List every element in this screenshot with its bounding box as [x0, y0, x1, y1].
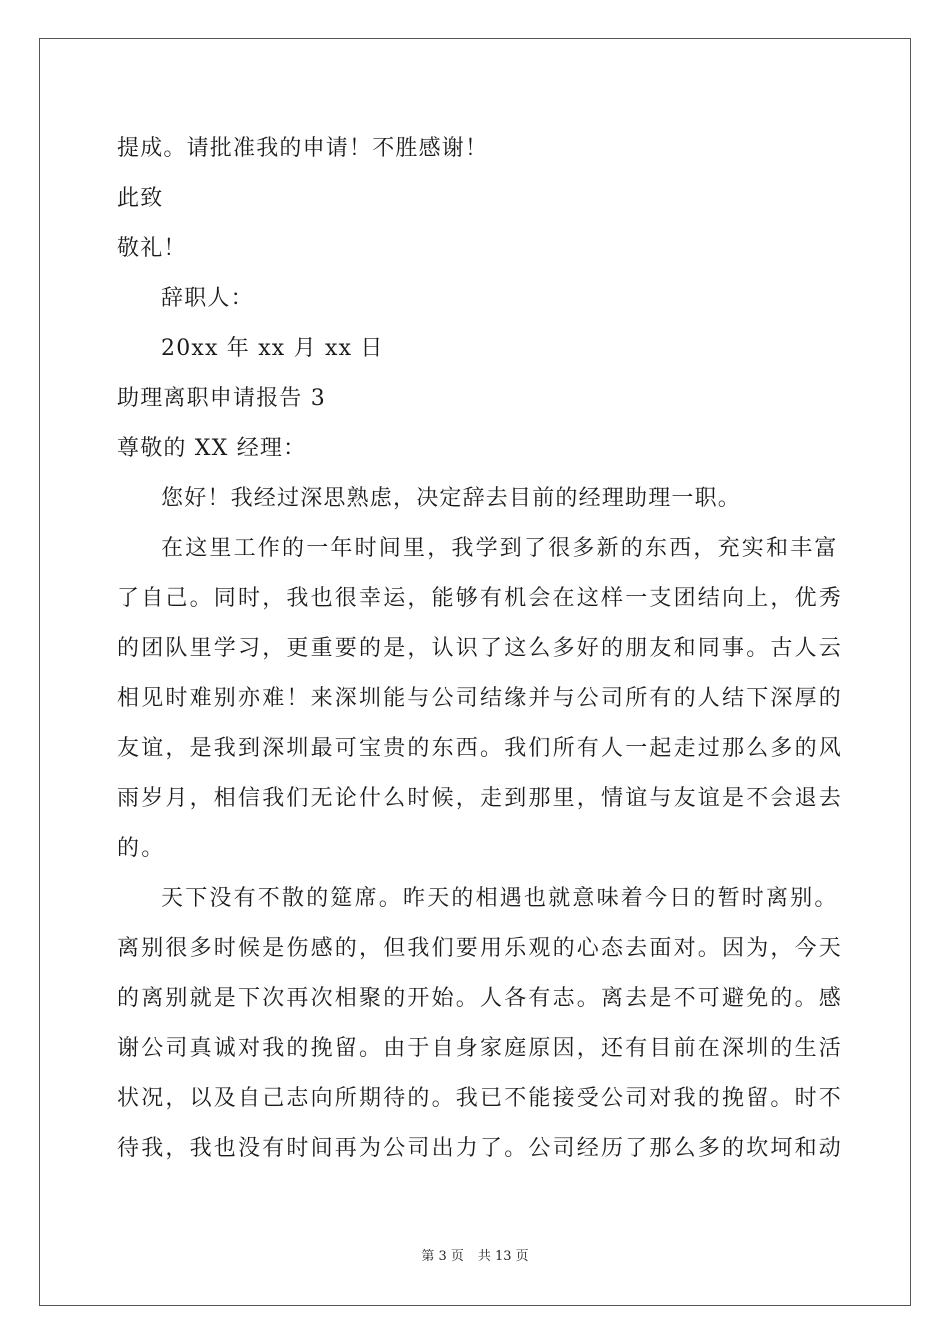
section-title: 助理离职申请报告 3 — [117, 386, 326, 411]
letter-greeting: 尊敬的 XX 经理： — [117, 436, 307, 461]
paragraph-line: 相见时难别亦难！来深圳能与公司结缘并与公司所有的人结下深厚的 — [117, 686, 844, 711]
paragraph-line: 离别很多时候是伤感的，但我们要用乐观的心态去面对。因为，今天 — [117, 936, 844, 961]
paragraph-line: 状况，以及自己志向所期待的。我已不能接受公司对我的挽留。时不 — [117, 1086, 844, 1111]
paragraph-line: 的团队里学习，更重要的是，认识了这么多好的朋友和同事。古人云 — [117, 636, 844, 661]
document-body — [117, 124, 844, 1174]
salutation-jingli: 敬礼！ — [117, 236, 187, 261]
paragraph-line: 谢公司真诚对我的挽留。由于自身家庭原因，还有目前在深圳的生活 — [117, 1036, 844, 1061]
page-total: 共 13 页 — [477, 1249, 529, 1264]
paragraph-line: 的。 — [117, 836, 166, 861]
paragraph-1 — [117, 524, 844, 874]
signature-date: 20xx 年 xx 月 xx 日 — [161, 336, 384, 361]
paragraph-line: 雨岁月，相信我们无论什么时候，走到那里，情谊与友谊是不会退去 — [117, 786, 844, 811]
signature-label: 辞职人： — [161, 286, 254, 311]
page-footer — [0, 1245, 950, 1264]
paragraph-line: 待我，我也没有时间再为公司出力了。公司经历了那么多的坎坷和动 — [117, 1136, 844, 1161]
letter-opening: 您好！我经过深思熟虑，决定辞去目前的经理助理一职。 — [161, 486, 742, 511]
paragraph-2 — [117, 874, 844, 1174]
paragraph-line: 友谊，是我到深圳最可宝贵的东西。我们所有人一起走过那么多的风 — [117, 736, 844, 761]
paragraph-line: 的离别就是下次再次相聚的开始。人各有志。离去是不可避免的。感 — [117, 986, 844, 1011]
page-number: 第 3 页 — [421, 1249, 464, 1264]
closing-line: 提成。请批准我的申请！不胜感谢！ — [117, 136, 489, 161]
paragraph-line: 了自己。同时，我也很幸运，能够有机会在这样一支团结向上，优秀 — [117, 586, 844, 611]
salutation-cizhi: 此致 — [117, 186, 164, 211]
paragraph-line: 在这里工作的一年时间里，我学到了很多新的东西，充实和丰富 — [161, 536, 839, 561]
paragraph-line: 天下没有不散的筵席。昨天的相遇也就意味着今日的暂时离别。 — [161, 886, 839, 911]
